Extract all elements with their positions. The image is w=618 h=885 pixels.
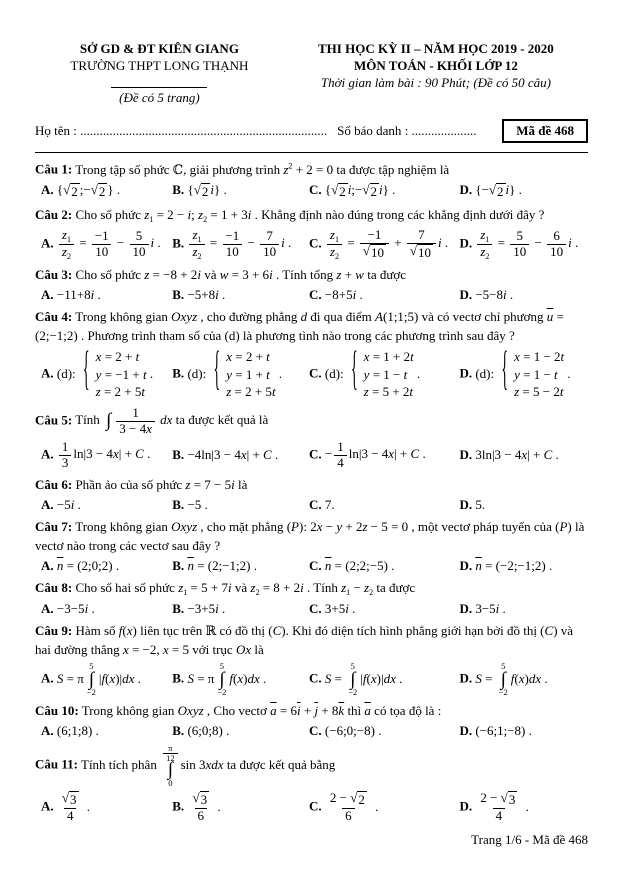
option — [41, 497, 172, 513]
option-value: 2 − √ 2 6 . — [329, 789, 379, 824]
option — [459, 601, 588, 617]
question-line — [35, 579, 588, 598]
option-letter: A. — [41, 497, 54, 513]
options-row — [35, 228, 588, 261]
option-letter: C. — [309, 287, 322, 303]
option-letter: B. — [172, 723, 185, 739]
option — [309, 440, 459, 471]
question-block — [35, 266, 588, 303]
question-text: Hàm số f(x) liên tục trên ℝ có đồ thị (C). Khi đó diện tích hình phẳng giới hạn bởi đồ thị (C) và hai đường thẳng x = −2, x = 5 với trục Ox là — [35, 623, 574, 657]
option-letter: D. — [459, 601, 473, 617]
option-value: −3−5i . — [56, 601, 95, 617]
option-letter: D. — [459, 235, 473, 251]
exam-duration: Thời gian làm bài : 90 Phút; (Đề có 50 câu) — [320, 75, 551, 91]
question-block — [35, 206, 588, 261]
option-letter: B. — [172, 798, 185, 814]
header-underline — [111, 87, 207, 88]
option — [309, 662, 459, 697]
option-letter: A. — [41, 670, 54, 686]
question-label: Câu 5: — [35, 412, 73, 428]
question-line — [35, 518, 588, 555]
option — [459, 497, 588, 513]
option-letter: B. — [172, 670, 185, 686]
option-letter: B. — [172, 365, 185, 381]
option-value: $\frac{1}{3}$ ln|3 − 4x| + C . — [57, 446, 150, 461]
option-value: −5+8i . — [187, 287, 226, 303]
question-block — [35, 622, 588, 697]
question-block — [35, 476, 588, 513]
question-line — [35, 206, 588, 225]
option-value: S = 5 ∫ −2 |f(x)|dx . — [324, 661, 403, 697]
school-block — [35, 40, 284, 106]
option-value: 3ln|3 − 4x| + C . — [475, 447, 559, 463]
question-text: Trong tập số phức ℂ, giải phương trình $z^2 + 2 = 0$ ta được tập nghiệm là — [75, 161, 450, 177]
question-block — [35, 702, 588, 739]
option — [309, 601, 459, 617]
option — [459, 558, 588, 574]
pages-note: (Đề có 5 trang) — [119, 90, 200, 106]
option — [41, 182, 172, 200]
option-letter: B. — [172, 287, 185, 303]
option-value: $\overline{n}$ = (2;−1;2) . — [187, 558, 257, 574]
option-letter: C. — [309, 798, 322, 814]
option-letter: C. — [309, 558, 322, 574]
option — [172, 182, 309, 200]
option-value: (d): { x = 1 + 2t y = 1 − t z = 5 + 2t . — [324, 345, 421, 400]
option-letter: A. — [41, 287, 54, 303]
option — [309, 182, 459, 200]
options-row — [35, 601, 588, 617]
question-label: Câu 11: — [35, 757, 78, 773]
option-value: $\overline{n}$ = (2;2;−5) . — [324, 558, 395, 574]
question-line — [35, 406, 588, 437]
option-letter: D. — [459, 365, 473, 381]
option — [459, 662, 588, 697]
option-value: { √ 2 i} . — [187, 182, 227, 200]
option — [172, 497, 309, 513]
option-value: 7. — [324, 497, 335, 513]
option-letter: A. — [41, 798, 54, 814]
options-row — [35, 723, 588, 739]
options-row — [35, 440, 588, 471]
option-value: 3+5i . — [324, 601, 356, 617]
option-value: (d): { x = 2 + t y = −1 + t z = 2 + 5t . — [56, 345, 154, 400]
option-value: S = π 5 ∫ −2 f(x)dx . — [187, 661, 267, 697]
option-letter: D. — [459, 287, 473, 303]
options-row — [35, 497, 588, 513]
option-value: {− √ 2 i} . — [475, 182, 522, 200]
option-value: $\frac{z_1}{z_2}$ = $\frac{-1}{10}$ − $\frac{7}{10}$ i . — [187, 235, 291, 250]
question-label: Câu 10: — [35, 703, 79, 719]
option — [309, 287, 459, 303]
question-text: Cho số phức z = −8 + 2i và w = 3 + 6i . Tính tổng z + w ta được — [75, 266, 407, 282]
option — [41, 440, 172, 471]
option — [459, 228, 588, 261]
option-value: 3−5i . — [475, 601, 506, 617]
option — [41, 287, 172, 303]
option-value: −8+5i . — [324, 287, 363, 303]
department-name: SỞ GD & ĐT KIÊN GIANG — [79, 41, 239, 56]
option-value: (−6;0;−8) . — [324, 723, 382, 739]
option-letter: C. — [309, 670, 322, 686]
option — [459, 791, 588, 824]
option-letter: B. — [172, 182, 185, 198]
option-value: (6;0;8) . — [187, 723, 230, 739]
option — [41, 228, 172, 261]
question-text: Tính ∫ $\frac{1}{3 - 4x}$ dx ta được kết quả là — [75, 404, 269, 436]
options-row — [35, 791, 588, 824]
option — [309, 723, 459, 739]
option — [41, 345, 172, 401]
header — [35, 40, 588, 106]
question-block — [35, 308, 588, 401]
option — [172, 287, 309, 303]
page-footer: Trang 1/6 - Mã đề 468 — [471, 832, 588, 848]
option — [41, 723, 172, 739]
option — [172, 447, 309, 463]
option-letter: D. — [459, 497, 473, 513]
options-row — [35, 558, 588, 574]
option-value: −5i . — [56, 497, 81, 513]
option — [41, 601, 172, 617]
option-value: 2 − √ 3 4 . — [480, 789, 529, 824]
option-letter: A. — [41, 235, 54, 251]
option-letter: D. — [459, 182, 473, 198]
exam-title-block — [284, 40, 588, 106]
option — [459, 345, 588, 401]
questions — [35, 160, 588, 824]
option-value: (−6;1;−8) . — [475, 723, 532, 739]
question-line — [35, 744, 588, 787]
option-value: −11+8i . — [56, 287, 101, 303]
school-name: TRƯỜNG THPT LONG THẠNH — [70, 58, 249, 74]
candidate-row — [35, 119, 588, 143]
option-letter: B. — [172, 447, 185, 463]
option-letter: A. — [41, 601, 54, 617]
question-text: Cho số phức $z_1 = 2 - i$; $z_2 = 1 + 3i$ . Khẳng định nào đúng trong các khẳng định dưới đây ? — [75, 206, 545, 224]
question-label: Câu 7: — [35, 519, 73, 535]
option-letter: C. — [309, 446, 322, 462]
option-value: $\overline{n}$ = (2;0;2) . — [56, 558, 120, 574]
option — [41, 662, 172, 697]
option-value: S = π 5 ∫ −2 |f(x)|dx . — [56, 661, 141, 697]
option-value: $\overline{n}$ = (−2;−1;2) . — [475, 558, 553, 574]
option-letter: C. — [309, 235, 322, 251]
candidate-number-field: Số báo danh : .................... — [337, 123, 477, 139]
option — [172, 723, 309, 739]
option — [172, 601, 309, 617]
question-line — [35, 702, 588, 720]
option — [172, 345, 309, 401]
option — [41, 558, 172, 574]
option-value: (d): { x = 1 − 2t y = 1 − t z = 5 − 2t . — [475, 345, 571, 400]
question-label: Câu 4: — [35, 309, 73, 325]
question-line — [35, 160, 588, 179]
option-letter: B. — [172, 497, 185, 513]
question-label: Câu 8: — [35, 580, 73, 596]
option — [172, 558, 309, 574]
option — [309, 558, 459, 574]
question-label: Câu 6: — [35, 476, 73, 492]
option — [172, 228, 309, 261]
option-letter: B. — [172, 558, 185, 574]
option-letter: D. — [459, 447, 473, 463]
question-text: Trong không gian Oxyz , cho đường phẳng d đi qua điểm A(1;1;5) và có vectơ chỉ phương $\overline{u}$ = (2;−1;2) . Phương trình tham số của (d) là phương tình nào trong các phương trình sau đây ? — [35, 309, 564, 343]
option-letter: A. — [41, 182, 54, 198]
option-letter: D. — [459, 798, 473, 814]
option — [459, 447, 588, 463]
exam-subject: MÔN TOÁN - KHỐI LỚP 12 — [353, 58, 518, 74]
option-letter: C. — [309, 497, 322, 513]
option-value: { √ 2 i;− √ 2 i} . — [324, 182, 396, 200]
question-block — [35, 518, 588, 574]
option-letter: A. — [41, 723, 54, 739]
option — [309, 345, 459, 401]
question-text: Trong không gian Oxyz , cho mặt phẳng (P): 2x − y + 2z − 5 = 0 , một vectơ pháp tuyến của (P) là vectơ nào trong các vectơ sau đây ? — [35, 519, 585, 553]
question-line — [35, 266, 588, 284]
question-label: Câu 3: — [35, 266, 73, 282]
option-letter: A. — [41, 446, 54, 462]
options-row — [35, 287, 588, 303]
question-line — [35, 308, 588, 345]
question-block — [35, 406, 588, 471]
option — [459, 723, 588, 739]
option — [309, 497, 459, 513]
option-letter: B. — [172, 601, 185, 617]
option-value: $\frac{z_1}{z_2}$ = $\frac{-1}{10}$ − $\frac{5}{10}$ i . — [57, 235, 161, 250]
option-letter: D. — [459, 558, 473, 574]
option-value: 5. — [475, 497, 486, 513]
exam-title: THI HỌC KỲ II – NĂM HỌC 2019 - 2020 — [318, 41, 554, 56]
option-value: √ 3 6 . — [192, 789, 221, 824]
options-row — [35, 662, 588, 697]
question-text: Tính tích phân $\frac{\pi}{12}$ ∫ 0 sin 3xdx ta được kết quả bằng — [81, 743, 336, 788]
option-letter: A. — [41, 365, 54, 381]
question-text: Trong không gian Oxyz , Cho vectơ $\overline{a} = 6\overline{i} + \overline{j} + 8\overline{k}$ thì $\overline{a}$ có tọa độ là : — [81, 703, 442, 719]
option-value: $\frac{z_1}{z_2}$ = −1 √ 10 + 7 √ 10 i . — [325, 235, 448, 250]
option — [459, 287, 588, 303]
option-value: −5 . — [187, 497, 208, 513]
option-letter: B. — [172, 235, 185, 251]
question-block — [35, 579, 588, 617]
option-value: (d): { x = 2 + t y = 1 + t z = 2 + 5t . — [187, 345, 283, 400]
option-value: S = 5 ∫ −2 f(x)dx . — [475, 661, 548, 697]
option-letter: C. — [309, 723, 322, 739]
option-letter: C. — [309, 182, 322, 198]
question-text: Phần ảo của số phức z = 7 − 5i là — [75, 476, 248, 492]
option — [172, 791, 309, 824]
name-field: Họ tên : ............................................................................ — [35, 123, 328, 139]
question-label: Câu 9: — [35, 623, 73, 639]
question-text: Cho số hai số phức $z_1 = 5 + 7i$ và $z_2 = 8 + 2i$ . Tính $z_1 - z_2$ ta được — [75, 580, 416, 597]
question-line — [35, 622, 588, 659]
option — [309, 791, 459, 824]
options-row — [35, 182, 588, 200]
option — [459, 182, 588, 200]
option-letter: D. — [459, 670, 473, 686]
option — [41, 791, 172, 824]
option-value: √ 3 4 . — [61, 789, 91, 824]
option-value: $\frac{z_1}{z_2}$ = $\frac{5}{10}$ − $\frac{6}{10}$ i . — [475, 235, 578, 250]
option-value: { √ 2 ;− √ 2 } . — [56, 182, 121, 200]
option-value: −4ln|3 − 4x| + C . — [187, 447, 279, 463]
option-value: −3+5i . — [187, 601, 226, 617]
option-value: (6;1;8) . — [56, 723, 99, 739]
question-label: Câu 2: — [35, 206, 73, 222]
option-letter: A. — [41, 558, 54, 574]
option — [172, 662, 309, 697]
option — [309, 228, 459, 261]
question-line — [35, 476, 588, 494]
option-letter: D. — [459, 723, 473, 739]
question-block — [35, 160, 588, 200]
top-rule — [35, 152, 588, 153]
question-block — [35, 744, 588, 824]
question-label: Câu 1: — [35, 161, 73, 177]
exam-code-box: Mã đề 468 — [502, 119, 588, 143]
options-row — [35, 345, 588, 401]
option-value: − $\frac{1}{4}$ ln|3 − 4x| + C . — [324, 438, 426, 470]
option-letter: C. — [309, 365, 322, 381]
option-value: −5−8i . — [475, 287, 514, 303]
option-letter: C. — [309, 601, 322, 617]
